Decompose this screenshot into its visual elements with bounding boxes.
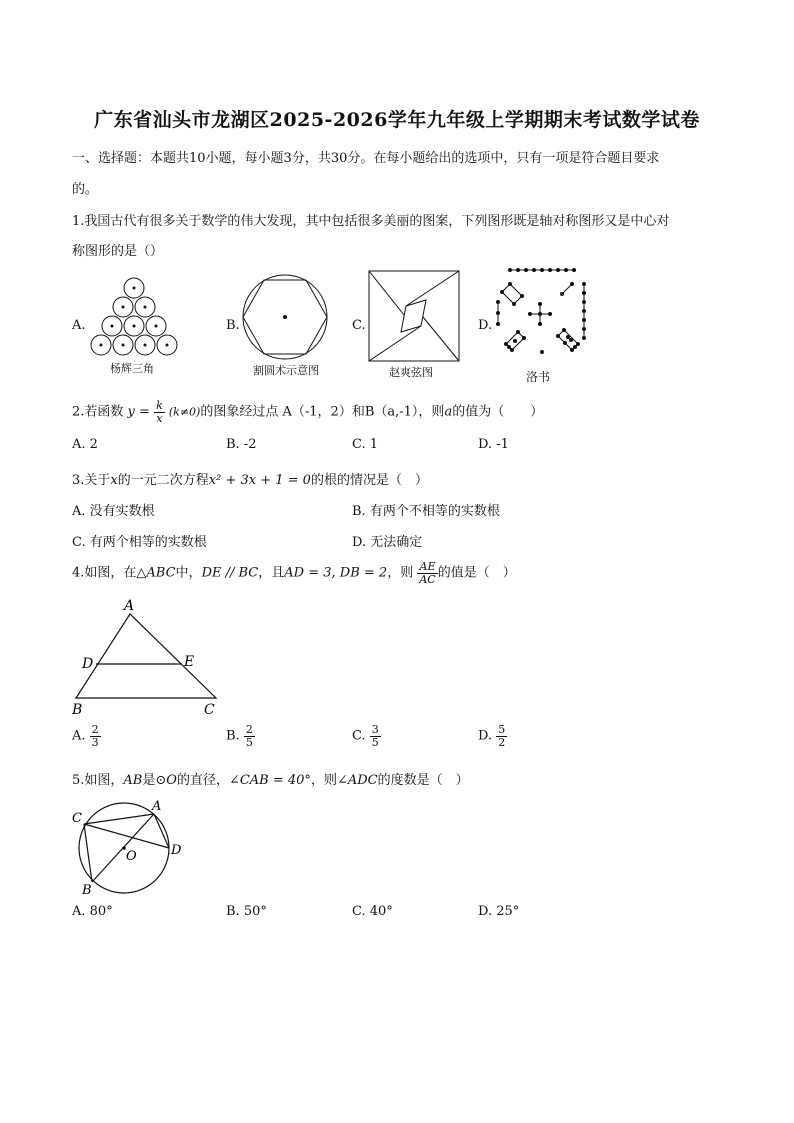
q2-option-b: B. -2 [226,437,257,452]
q2-suffix: 的值为（ ） [452,404,544,420]
q5-text [72,769,469,788]
q5-label-d: D [171,843,182,858]
q3-option-c: C. 有两个相等的实数根 [72,535,207,550]
q1-option-c-letter: C. [352,318,366,333]
q4-option-d-den: 2 [498,735,506,749]
q4-label-b: B [72,702,83,718]
q5-label-o: O [126,849,137,864]
q4-option-b-den: 5 [245,735,253,749]
q5-mid3: ，则 [310,773,337,788]
q1-text-line1: 1.我国古代有很多关于数学的伟大发现，其中包括很多美丽的图案，下列图形既是轴对称图形又是中心对 [72,214,670,229]
q4-option-a-fraction [90,724,101,748]
q5-ab: AB [123,773,143,788]
q4-triangle: △ABC [136,565,176,581]
q4-mid3: ，则 [387,565,414,581]
q2-func-den: x [156,411,163,425]
q3-option-d: D. 无法确定 [352,535,423,550]
q3-option-a: A. 没有实数根 [72,504,155,519]
q2-mid: 的图象经过点 [200,404,279,420]
q4-cond: AD = 3, DB = 2 [284,565,388,581]
q4-label-a: A [124,598,135,614]
q3-text [72,469,428,488]
q2-func-num: k [156,399,163,412]
q5-prefix: 5.如图， [72,773,124,788]
q5-suffix: 的度数是（ ） [377,773,469,788]
q3-prefix: 3.关于 [72,473,111,488]
circle-o-figure [70,798,190,898]
q3-var: x [110,473,118,488]
q1-option-b-letter: B. [226,318,240,333]
q2-option-c: C. 1 [352,437,379,452]
q5-angle: ∠CAB = 40° [228,773,311,788]
q4-option-d-letter: D. [478,728,493,744]
q4-option-d [478,724,507,748]
q4-mid2: ，且 [258,565,285,581]
q4-label-d: D [82,656,94,672]
q5-mid1: 是 [142,773,156,788]
q4-option-b [226,724,255,748]
page-title: 广东省汕头市龙湖区2025-2026学年九年级上学期期末考试数学试卷 [94,109,700,131]
q4-mid1: 中， [175,565,202,581]
q4-suffix: 的值是（ ） [437,565,516,581]
q1-caption-a: 杨辉三角 [110,362,154,375]
q1-caption-c: 赵爽弦图 [389,366,433,379]
q4-label-e: E [184,654,195,670]
q1-option-d-letter: D. [478,318,493,333]
q1-caption-d: 洛书 [526,370,551,384]
circle-hexagon-figure [242,274,328,360]
q4-option-c-fraction [370,724,381,748]
luo-shu-figure [492,266,592,366]
q4-option-a-num: 2 [91,723,99,736]
q4-option-c [352,724,381,748]
q2-point-a: A（-1，2）和 [282,404,365,420]
q4-option-c-letter: C. [352,728,366,744]
q4-option-a [72,724,101,748]
q1-caption-b: 割圆术示意图 [253,364,319,377]
q5-angle2: ∠ADC [336,773,378,788]
yang-hui-triangle-figure [86,272,182,362]
triangle-abc-figure [72,598,222,718]
q2-var: a [444,404,453,420]
q4-parallel: DE // BC [201,565,259,581]
q2-func-cond: (k≠0) [168,405,201,419]
q5-circle: ⊙O [155,773,177,788]
q4-option-a-letter: A. [72,728,86,744]
q4-ratio-num: AE [417,561,437,574]
q4-option-a-den: 3 [91,735,99,749]
q4-option-c-num: 3 [371,723,379,736]
q4-ratio-den: AC [419,572,436,586]
q4-prefix: 4.如图，在 [72,565,137,581]
zhao-shuang-figure [368,270,460,362]
q2-func-fraction [154,400,165,424]
q3-suffix: 的根的情况是（ ） [310,473,428,488]
q5-label-c: C [72,811,82,826]
q3-option-b: B. 有两个不相等的实数根 [352,504,500,519]
q3-equation: x² + 3x + 1 = 0 [208,473,311,488]
q1-text-line2: 称图形的是（） [72,244,164,259]
q2-point-b: B（a,-1），则 [364,404,445,420]
q1-option-a-letter: A. [72,318,86,333]
q5-label-b: B [82,883,92,898]
section-header-line1: 一、选择题：本题共10小题，每小题3分，共30分。在每小题给出的选项中，只有一项是符合题目要求 [72,151,660,166]
q5-option-c: C. 40° [352,904,393,919]
q5-mid2: 的直径， [176,773,229,788]
q2-text [72,400,543,424]
q5-option-d: D. 25° [478,904,520,919]
q4-option-b-fraction [244,724,255,748]
q4-label-c: C [204,702,215,718]
q4-ratio-fraction [417,561,437,585]
q2-prefix: 2.若函数 [72,404,124,420]
q5-option-a: A. 80° [72,904,113,919]
q4-option-b-num: 2 [245,723,253,736]
q4-text [72,561,516,585]
q2-option-d: D. -1 [478,437,509,452]
q4-option-d-fraction [496,724,507,748]
section-header-line2: 的。 [72,182,99,197]
q2-option-a: A. 2 [72,437,98,452]
q4-option-d-num: 5 [498,723,506,736]
q4-option-c-den: 5 [371,735,379,749]
q5-label-a: A [152,799,162,814]
q5-option-b: B. 50° [226,904,267,919]
q2-func-y: y = [127,404,150,420]
q3-mid: 的一元二次方程 [117,473,209,488]
q4-option-b-letter: B. [226,728,240,744]
